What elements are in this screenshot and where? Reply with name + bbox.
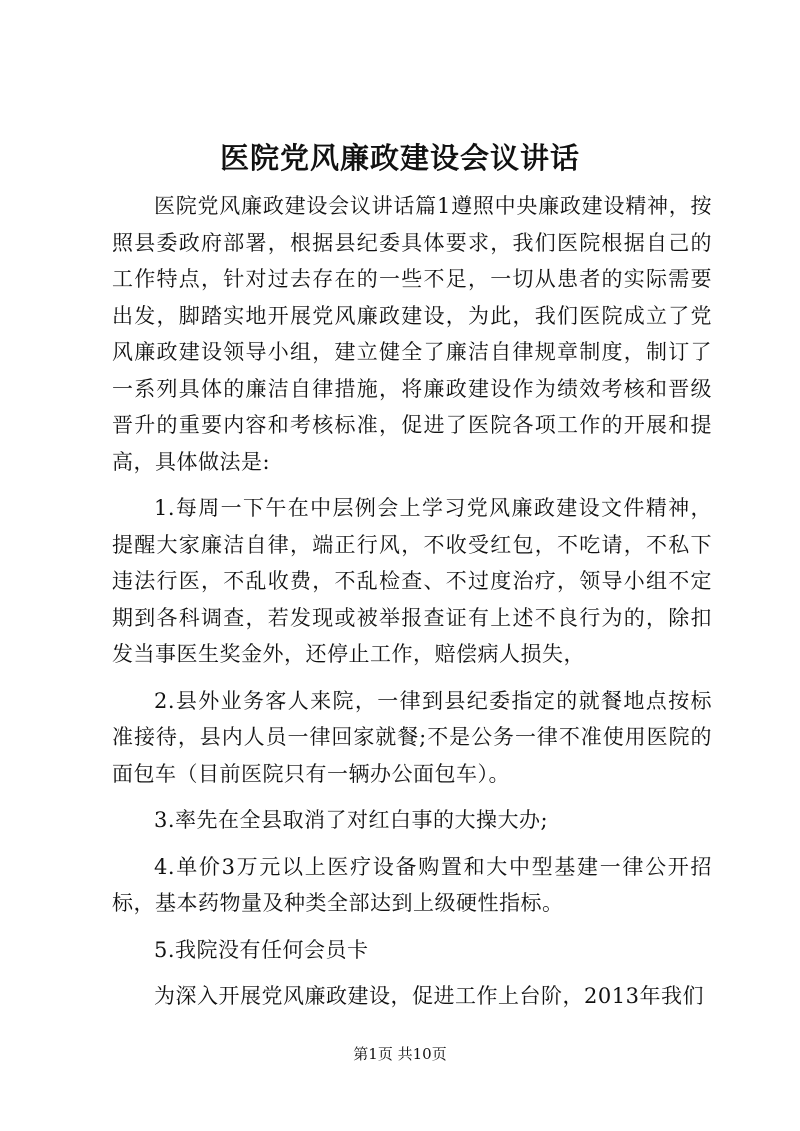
paragraph-item-3: 3.率先在全县取消了对红白事的大操大办; xyxy=(154,808,549,832)
paragraph-item-5: 5.我院没有任何会员卡 xyxy=(154,937,369,962)
document-body xyxy=(112,188,712,1025)
paragraph-intro: 医院党风廉政建设会议讲话篇1遵照中央廉政建设精神，按照县委政府部署，根据县纪委具体要求，我们医院根据自己的工作特点，针对过去存在的一些不足，一切从患者的实际需要出发，脚踏实地开展党风廉政建设，为此，我们医院成立了党风廉政建设领导小组，建立健全了廉洁自律规章制度，制订了一系列具体的廉洁自律措施，将廉政建设作为绩效考核和晋级晋升的重要内容和考核标准，促进了医院各项工作的开展和提高，具体做法是: xyxy=(112,194,712,474)
paragraph-item-1: 1.每周一下午在中层例会上学习党风廉政建设文件精神，提醒大家廉洁自律，端正行风，不收受红包，不吃请，不私下违法行医，不乱收费，不乱检查、不过度治疗，领导小组不定期到各科调查，若发现或被举报查证有上述不良行为的，除扣发当事医生奖金外，还停止工作，赔偿病人损失， xyxy=(112,496,712,666)
paragraph-continuation: 为深入开展党风廉政建设，促进工作上台阶，2013年我们 xyxy=(154,984,704,1008)
paragraph-item-2: 2.县外业务客人来院，一律到县纪委指定的就餐地点按标准接待，县内人员一律回家就餐;不是公务一律不准使用医院的面包车（目前医院只有一辆办公面包车）。 xyxy=(112,688,712,786)
page-footer: 第1页 共10页 xyxy=(353,1045,447,1063)
document-title: 医院党风廉政建设会议讲话 xyxy=(219,141,580,175)
paragraph-item-4: 4.单价3万元以上医疗设备购置和大中型基建一律公开招标，基本药物量及种类全部达到上级硬性指标。 xyxy=(112,854,712,915)
